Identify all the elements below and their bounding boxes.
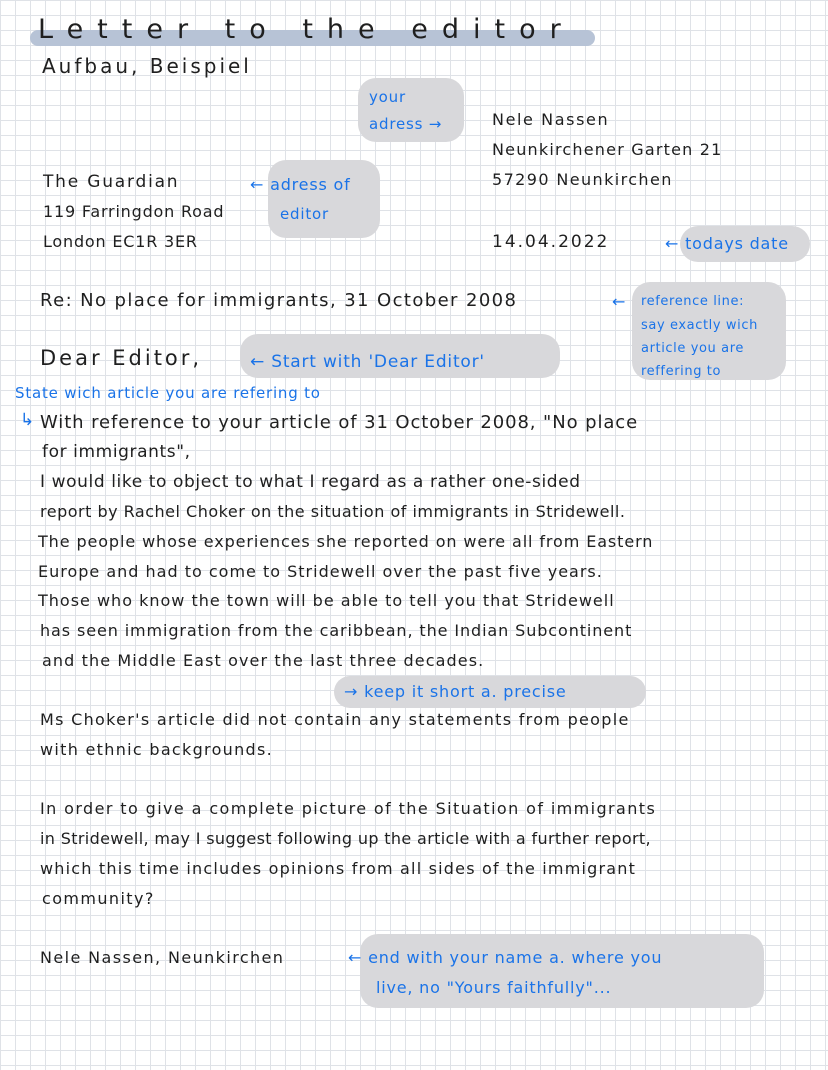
salutation: Dear Editor, [40,346,203,370]
annotation-reference-line-3: article you are [641,341,744,356]
annotation-keep-short: → keep it short a. precise [344,682,567,701]
annotation-todays-date: ← todays date [665,234,789,253]
annotation-your-adress-2: adress → [369,115,443,133]
body-p2-line-2: report by Rachel Choker on the situation of immigrants in Stridewell. [40,502,626,521]
body-p1-line-2: for immigrants", [42,442,191,462]
reference-line: Re: No place for immigrants, 31 October 2008 [40,290,518,311]
annotation-reference-line-4: reffering to [641,364,722,379]
recipient-street: 119 Farringdon Road [43,202,225,221]
body-p1-line-1: With reference to your article of 31 October 2008, "No place [40,412,639,433]
recipient-city: London EC1R 3ER [43,232,198,251]
body-p4-line-1: In order to give a complete picture of the Situation of immigrants [40,799,657,818]
annotation-state-article: State wich article you are refering to [15,384,321,402]
body-p3-line-1: Ms Choker's article did not contain any statements from people [40,710,630,729]
page-subtitle: Aufbau, Beispiel [42,54,252,78]
annotation-reference-line-1: reference line: [641,294,745,309]
body-p2-line-7: and the Middle East over the last three decades. [42,651,485,670]
body-p2-line-5: Those who know the town will be able to tell you that Stridewell [38,591,615,610]
body-p2-line-3: The people whose experiences she reported on were all from Eastern [38,532,654,551]
sender-name: Nele Nassen [492,110,610,129]
body-p2-line-1: I would like to object to what I regard as a rather one-sided [40,472,581,492]
highlight-adress-of-editor [268,160,380,238]
annotation-adress-of-editor-2: editor [280,205,329,223]
annotation-adress-of-editor-1: ← adress of [250,175,351,194]
annotation-reference-arrow: ← [612,292,627,311]
closing-signature: Nele Nassen, Neunkirchen [40,948,285,967]
body-p2-line-6: has seen immigration from the caribbean, the Indian Subcontinent [40,621,633,640]
annotation-end-with-1: ← end with your name a. where you [348,948,663,967]
body-p4-line-4: community? [42,889,155,908]
annotation-state-arrow: ↳ [20,410,36,430]
body-p3-line-2: with ethnic backgrounds. [40,740,274,759]
recipient-name: The Guardian [43,172,180,192]
sender-street: Neunkirchener Garten 21 [492,140,723,159]
annotation-reference-line-2: say exactly wich [641,318,758,333]
annotation-start-with: ← Start with 'Dear Editor' [250,352,485,372]
annotation-your-adress-1: your [369,88,406,106]
page-title: Letter to the editor [38,14,575,45]
body-p4-line-3: which this time includes opinions from all sides of the immigrant [40,859,637,878]
body-p2-line-4: Europe and had to come to Stridewell over the past five years. [38,562,603,581]
body-p4-line-2: in Stridewell, may I suggest following up the article with a further report, [40,829,651,848]
annotation-end-with-2: live, no "Yours faithfully"... [376,978,612,997]
sender-city: 57290 Neunkirchen [492,170,673,189]
letter-date: 14.04.2022 [492,232,610,252]
